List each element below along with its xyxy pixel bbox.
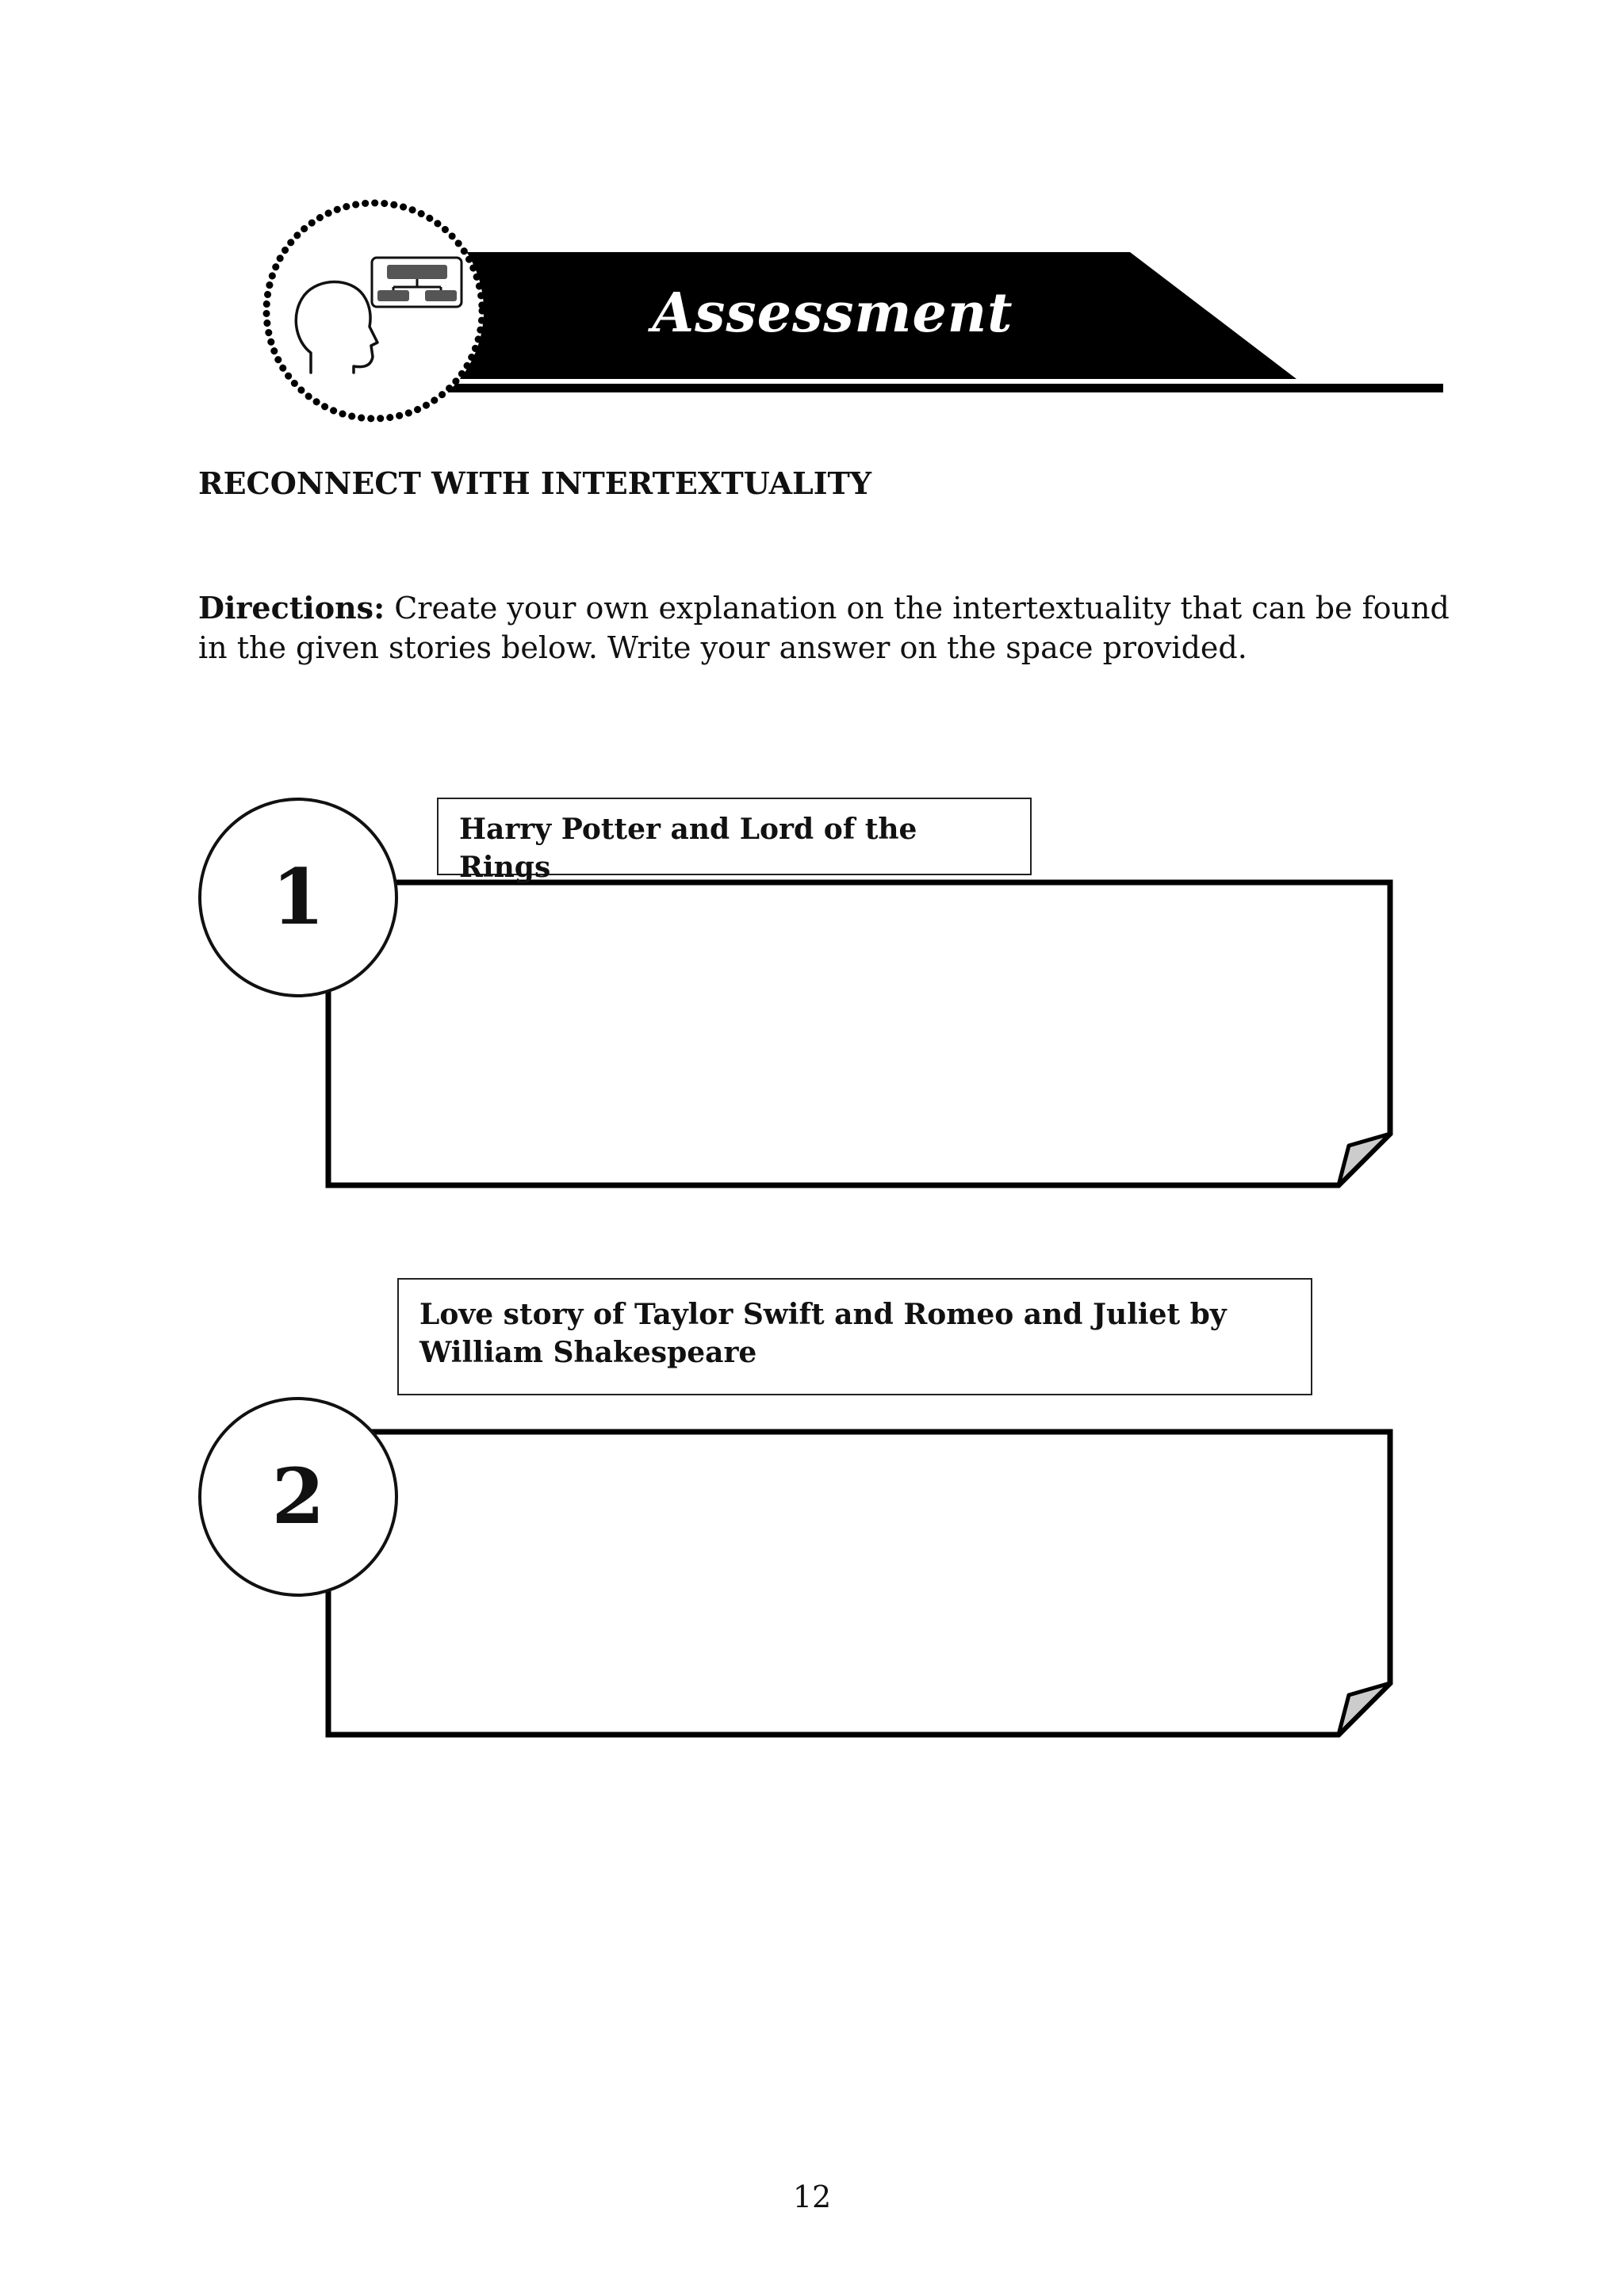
page-number: 12 — [792, 2179, 832, 2214]
story-title-1: Harry Potter and Lord of the Rings — [437, 798, 1032, 875]
page-title: Assessment — [652, 281, 1013, 345]
item-number-2: 2 — [198, 1397, 398, 1597]
story-title-2: Love story of Taylor Swift and Romeo and Juliet by William Shakespeare — [397, 1278, 1312, 1395]
section-heading: RECONNECT WITH INTERTEXTUALITY — [198, 465, 871, 501]
assessment-banner — [0, 0, 1624, 444]
directions — [198, 588, 1451, 668]
answer-box-1[interactable] — [325, 872, 1404, 1197]
item-number-1: 1 — [198, 798, 398, 997]
directions-text: Create your own explanation on the intertextuality that can be found in the given stories below. Write your answer on the space provided. — [198, 591, 1450, 665]
answer-box-2[interactable] — [325, 1424, 1404, 1749]
directions-label: Directions: — [198, 590, 385, 626]
banner-underline — [448, 384, 1443, 392]
